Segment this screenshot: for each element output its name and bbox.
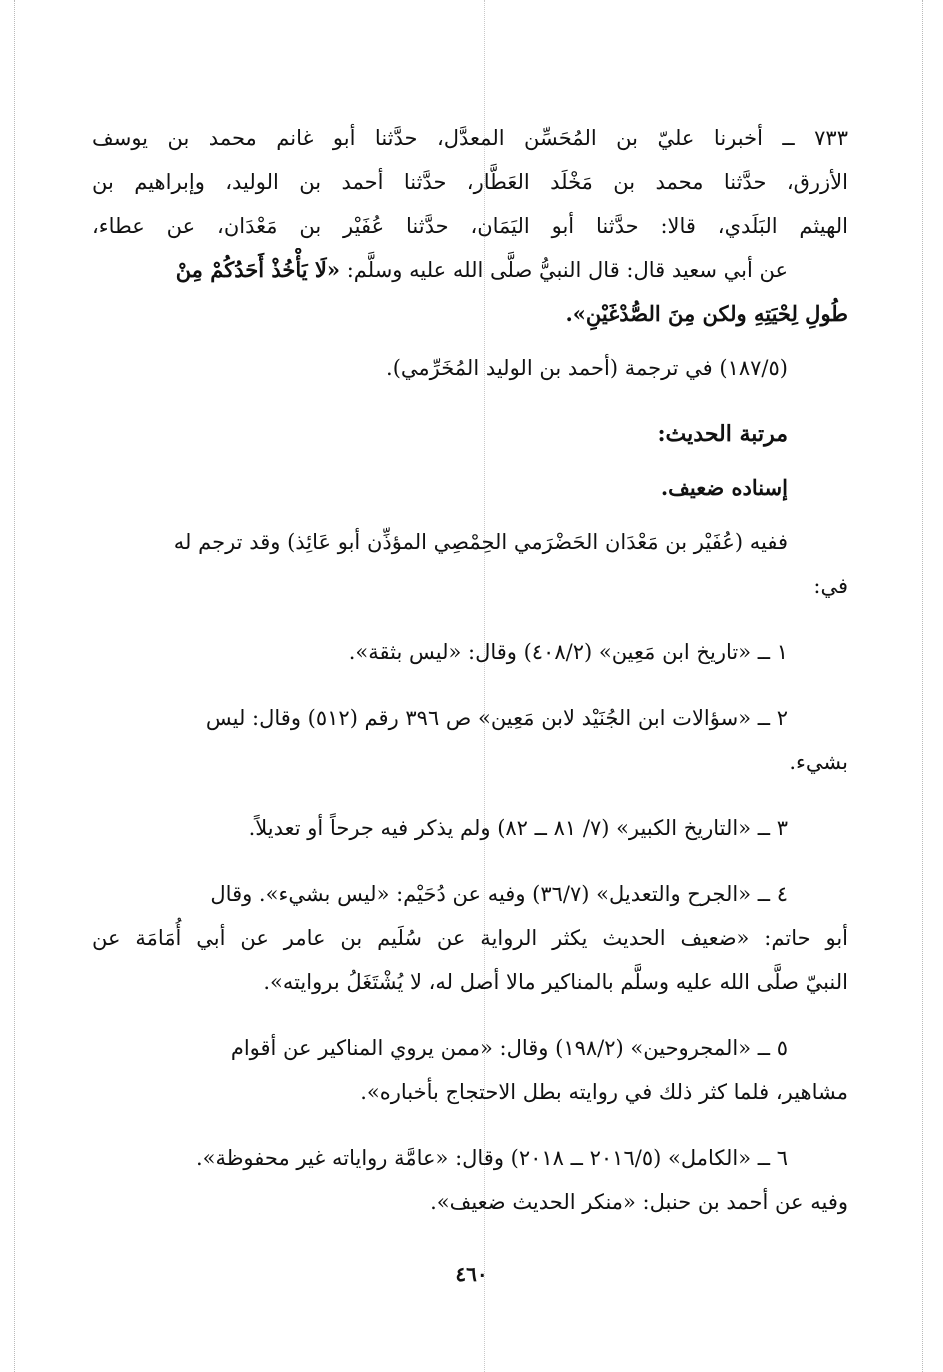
- hadith-line-2: الأزرق، حدَّثنا محمد بن مَخْلَد العَطَّار، حدَّثنا أحمد بن الوليد، وإبراهيم بن: [92, 170, 848, 194]
- hadith-chain-end: عن أبي سعيد قال: قال النبيُّ صلَّى الله عليه وسلَّم:: [340, 258, 788, 282]
- narrator-intro: [92, 520, 848, 608]
- narrator-intro-line-2: في:: [813, 574, 848, 598]
- hadith-line-1: ٧٣٣ ــ أخبرنا عليّ بن المُحَسِّن المعدَّل، حدَّثنا أبو غانم محمد بن يوسف: [92, 126, 848, 150]
- reference-item-4: [92, 872, 848, 1004]
- hadith-matn-start: «لَا يَأْخُذْ أَحَدُكُمْ مِنْ: [175, 257, 341, 282]
- narrator-intro-line-1: ففيه (عُفَيْر بن مَعْدَان الحَضْرَمي الحِمْصِي المؤذِّن أبو عَائِذ) وقد ترجم له: [173, 530, 788, 554]
- item-line: ٢ ــ «سؤالات ابن الجُنَيْد لابن مَعِين» ص ٣٩٦ رقم (٥١٢) وقال: ليس: [205, 706, 788, 730]
- item-line: وفيه عن أحمد بن حنبل: «منكر الحديث ضعيف».: [430, 1190, 848, 1214]
- item-line: بشيء.: [789, 750, 848, 774]
- item-line: ١ ــ «تاريخ ابن مَعِين» (٤٠٨/٢) وقال: «ليس بثقة».: [348, 640, 788, 664]
- hadith-block: [92, 116, 848, 336]
- item-line: النبيّ صلَّى الله عليه وسلَّم بالمناكير مالا أصل له، لا يُشْتَغَلُ بروايته».: [263, 970, 848, 994]
- page-number: ٤٦٠: [455, 1262, 488, 1286]
- right-margin-guide: [922, 0, 923, 1372]
- hadith-line-4: [92, 248, 848, 292]
- hadith-line-3: الهيثم البَلَدي، قالا: حدَّثنا أبو اليَمَان، حدَّثنا عُفَيْر بن مَعْدَان، عن عطاء،: [92, 214, 848, 238]
- left-margin-guide: [14, 0, 15, 1372]
- item-line: ٦ ــ «الكامل» (٢٠١٦/٥ ــ ٢٠١٨) وقال: «عامَّة رواياته غير محفوظة».: [195, 1146, 788, 1170]
- item-line: أبو حاتم: «ضعيف الحديث يكثر الرواية عن سُلَيم بن عامر عن أبي أُمَامَة عن: [92, 926, 848, 950]
- reference-item-6: [92, 1136, 848, 1224]
- item-line: ٣ ــ «التاريخ الكبير» (٧/ ٨١ ــ ٨٢) ولم يذكر فيه جرحاً أو تعديلاً.: [248, 816, 788, 840]
- reference-item-5: [92, 1026, 848, 1114]
- item-line: مشاهير، فلما كثر ذلك في روايته بطل الاحتجاج بأخباره».: [360, 1080, 848, 1104]
- item-line: ٥ ــ «المجروحين» (١٩٨/٢) وقال: «ممن يروي المناكير عن أقوام: [230, 1036, 788, 1060]
- item-line: ٤ ــ «الجرح والتعديل» (٣٦/٧) وفيه عن دُحَيْم: «ليس بشيء». وقال: [210, 882, 788, 906]
- hadith-line-5: طُولِ لِحْيَتِهِ ولكن مِنَ الصُّدْغَيْنِ».: [565, 301, 848, 326]
- source-reference: (١٨٧/٥) في ترجمة (أحمد بن الوليد المُخَرِّمي).: [386, 356, 788, 380]
- reference-item-1: [92, 630, 848, 674]
- section-heading: مرتبة الحديث:: [657, 421, 788, 447]
- hadith-verdict: إسناده ضعيف.: [660, 475, 788, 500]
- page-body: [92, 116, 848, 1224]
- reference-item-2: [92, 696, 848, 784]
- reference-item-3: [92, 806, 848, 850]
